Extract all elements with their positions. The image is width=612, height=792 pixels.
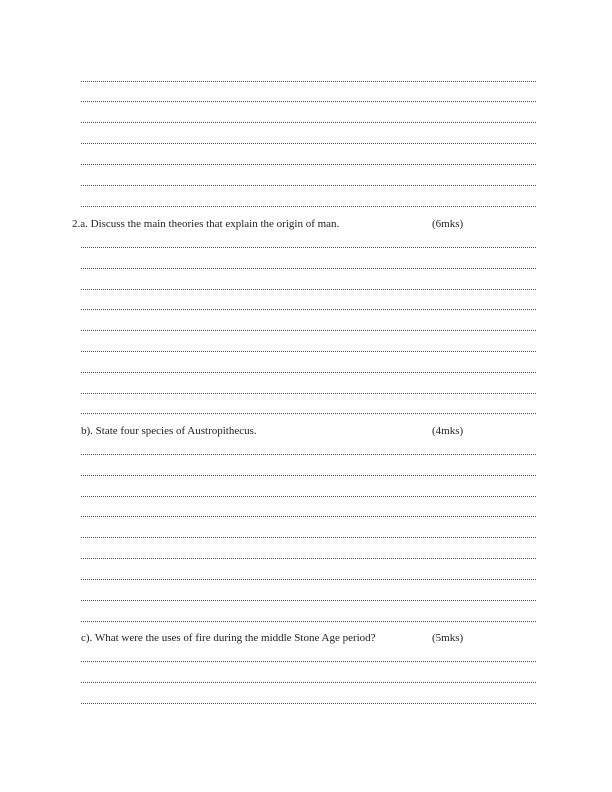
answer-line — [81, 289, 536, 290]
answer-line — [81, 185, 536, 186]
answer-line — [81, 164, 536, 165]
question-2b: b). State four species of Austropithecus. — [81, 425, 257, 437]
answer-line — [81, 206, 536, 207]
answer-line — [81, 537, 536, 538]
answer-line — [81, 496, 536, 497]
answer-line — [81, 143, 536, 144]
question-2b-marks: (4mks) — [432, 425, 464, 437]
answer-line — [81, 351, 536, 352]
answer-line — [81, 413, 536, 414]
answer-line — [81, 454, 536, 455]
question-2a: 2.a. Discuss the main theories that explain the origin of man. — [72, 218, 340, 230]
answer-line — [81, 475, 536, 476]
answer-line — [81, 268, 536, 269]
answer-line — [81, 393, 536, 394]
answer-line — [81, 600, 536, 601]
answer-line — [81, 661, 536, 662]
answer-line — [81, 101, 536, 102]
answer-line — [81, 372, 536, 373]
answer-line — [81, 81, 536, 82]
question-2c-marks: (5mks) — [432, 632, 464, 644]
answer-line — [81, 309, 536, 310]
answer-line — [81, 682, 536, 683]
answer-line — [81, 558, 536, 559]
question-2c: c). What were the uses of fire during the middle Stone Age period? — [81, 632, 376, 644]
question-2a-marks: (6mks) — [432, 218, 464, 230]
answer-line — [81, 516, 536, 517]
answer-line — [81, 247, 536, 248]
answer-line — [81, 579, 536, 580]
answer-line — [81, 703, 536, 704]
answer-line — [81, 330, 536, 331]
answer-line — [81, 621, 536, 622]
answer-line — [81, 122, 536, 123]
